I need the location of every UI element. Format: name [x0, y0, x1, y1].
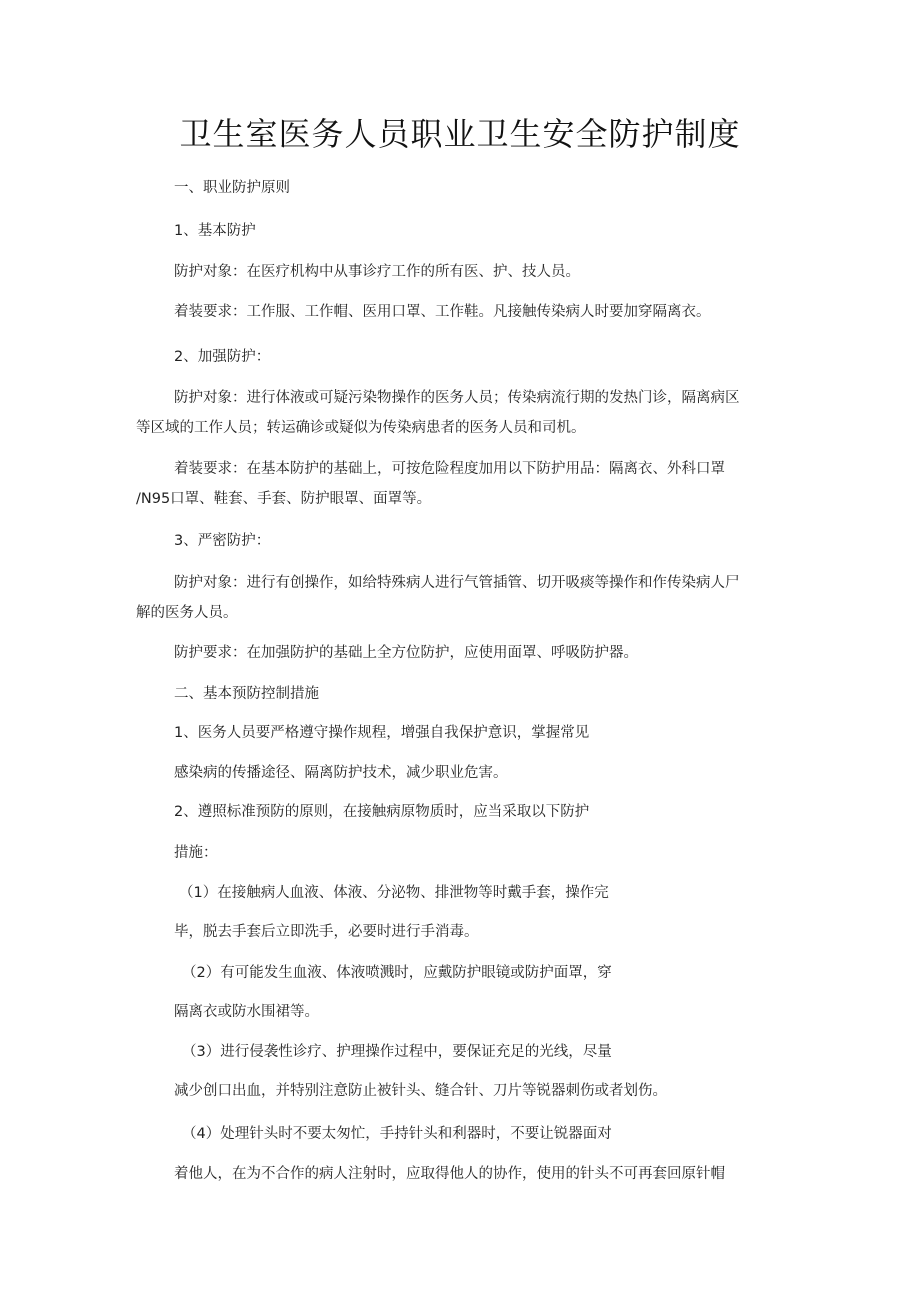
list-item: （3）进行侵袭性诊疗、护理操作过程中，要保证充足的光线，尽量 [182, 1044, 612, 1060]
paragraph-line: 防护对象：进行体液或可疑污染物操作的医务人员；传染病流行期的发热门诊，隔离病区 [174, 390, 740, 406]
paragraph-line: 着装要求：在基本防护的基础上，可按危险程度加用以下防护用品：隔离衣、外科口罩 [174, 461, 725, 477]
paragraph-line: 2、遵照标准预防的原则，在接触病原物质时，应当采取以下防护 [174, 804, 590, 820]
section-heading: 二、基本预防控制措施 [174, 686, 319, 702]
subsection-heading: 1、基本防护 [174, 223, 256, 239]
paragraph-line: 防护要求：在加强防护的基础上全方位防护，应使用面罩、呼吸防护器。 [174, 645, 638, 661]
paragraph-line: 感染病的传播途径、隔离防护技术，减少职业危害。 [174, 765, 508, 781]
subsection-heading: 3、严密防护： [174, 533, 271, 549]
paragraph-line: 减少创口出血，并特别注意防止被针头、缝合针、刀片等锐器刺伤或者划伤。 [174, 1083, 667, 1099]
paragraph-line: 着他人，在为不合作的病人注射时，应取得他人的协作，使用的针头不可再套回原针帽 [174, 1166, 725, 1182]
paragraph-line: 措施： [174, 845, 218, 861]
section-heading: 一、职业防护原则 [174, 180, 290, 196]
paragraph-line: 毕，脱去手套后立即洗手，必要时进行手消毒。 [174, 924, 479, 940]
paragraph-line: 防护对象：在医疗机构中从事诊疗工作的所有医、护、技人员。 [174, 264, 580, 280]
document-title: 卫生室医务人员职业卫生安全防护制度 [179, 115, 741, 153]
paragraph-line: 隔离衣或防水围裙等。 [174, 1004, 319, 1020]
paragraph-line: 防护对象：进行有创操作，如给特殊病人进行气管插管、切开吸痰等操作和作传染病人尸 [174, 575, 740, 591]
paragraph-line: 1、医务人员要严格遵守操作规程，增强自我保护意识，掌握常见 [174, 725, 590, 741]
subsection-heading: 2、加强防护： [174, 349, 271, 365]
paragraph-line: 解的医务人员。 [136, 605, 238, 621]
list-item: （2）有可能发生血液、体液喷溅时，应戴防护眼镜或防护面罩，穿 [182, 965, 612, 981]
paragraph-line: 等区域的工作人员；转运确诊或疑似为传染病患者的医务人员和司机。 [136, 420, 586, 436]
paragraph-line: 着装要求：工作服、工作帽、医用口罩、工作鞋。凡接触传染病人时要加穿隔离衣。 [174, 304, 711, 320]
list-item: （1）在接触病人血液、体液、分泌物、排泄物等时戴手套，操作完 [179, 885, 609, 901]
paragraph-line: /N95口罩、鞋套、手套、防护眼罩、面罩等。 [136, 491, 432, 507]
list-item: （4）处理针头时不要太匆忙，手持针头和利器时，不要让锐器面对 [182, 1126, 612, 1142]
